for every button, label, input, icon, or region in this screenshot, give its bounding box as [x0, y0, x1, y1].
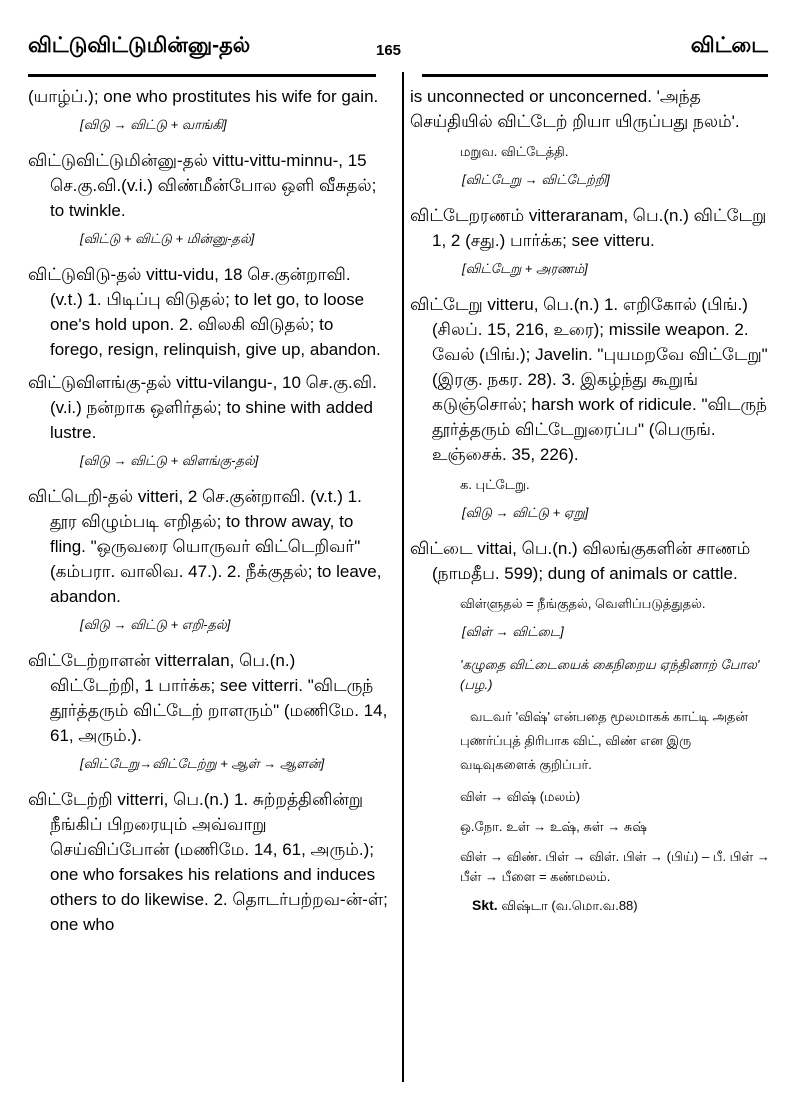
etymology: [விட்டேறு→விட்டேற்று + ஆள் → ஆளன்]	[80, 756, 325, 771]
entry-vitteri: விட்டெறி-தல் vitteri, 2 செ.குன்றாவி. (v.t.) 1. தூர விழும்படி எறிதல்; to throw away, to fling. "ஒருவரை யொருவர் விட்டெறிவர்" (கம்பரா. வாலிவ. 47.). 2. நீக்குதல்; to leave, abandon.	[28, 487, 382, 606]
etymology: [விடு → விட்டு + எறி-தல்]	[80, 617, 231, 632]
entry-vitterralan: விட்டேற்றாளன் vitterralan, பெ.(n.) விட்டேற்றி, 1 பார்க்க; see vitterri. "விடருந் தூர்த்தரும் விட்டேற் றாளரும்" (மணிமே. 14, 61, அரும்.).	[28, 651, 388, 745]
skt-label: Skt.	[472, 897, 498, 913]
left-column	[28, 84, 388, 945]
etymology: [விட்டு + விட்டு + மின்னு-தல்]	[80, 231, 255, 246]
entry-vittuvidu: விட்டுவிடு-தல் vittu-vidu, 18 செ.குன்றாவி. (v.t.) 1. பிடிப்பு விடுதல்; to let go, to loose one's hold upon. 2. விலகி விடுதல்; to forego, resign, relinquish, give up, abandon.	[28, 265, 381, 359]
page-number: 165	[376, 42, 402, 59]
cognate-note: க. புட்டேறு.	[460, 477, 530, 492]
derivation-line: ஒ.நோ. உள் → உஷ், சுள் → சுஷ்	[460, 819, 647, 834]
entry-continuation: (யாழ்ப்.); one who prostitutes his wife for gain.	[28, 87, 379, 106]
etymology: [விடு → விட்டு + வாங்கி]	[80, 117, 227, 132]
running-head-left: விட்டுவிட்டுமின்னு-தல்	[28, 34, 251, 57]
proverb: 'கழுதை விட்டையைக் கைநிறைய ஏந்தினாற் போல' (பழ.)	[460, 657, 760, 692]
etymology: [விட்டேறு → விட்டேற்றி]	[462, 172, 610, 187]
column-divider	[402, 72, 404, 1082]
meaning-note: விள்ளுதல் = நீங்குதல், வெளிப்படுத்துதல்.	[460, 596, 706, 611]
entry-vitteru: விட்டேறு vitteru, பெ.(n.) 1. எறிகோல் (பிங்.) (சிலப். 15, 216, உரை); missile weapon. 2. வேல் (பிங்.); Javelin. "புயமறவே விட்டேறு" (இரகு. நகர. 28). 3. இகழ்ந்து கூறுங் கடுஞ்சொல்; harsh work of ridicule. "விடருந் தூர்த்தரும் விட்டேறுரைப்ப" (பெருங். உஞ்சைக். 35, 226).	[410, 295, 768, 464]
etymology: [விடு → விட்டு + ஏறு]	[462, 505, 589, 520]
derivation-line: விள் → விண். பிள் → விள். பிள் → (பிய்) – பீ. பிள் → பீள் → பீளை = கண்மலம்.	[460, 849, 770, 884]
etymology: [விள் → விட்டை]	[462, 624, 564, 639]
entry-vittuvilangu: விட்டுவிளங்கு-தல் vittu-vilangu-, 10 செ.கு.வி. (v.i.) நன்றாக ஒளிர்தல்; to shine with added lustre.	[28, 373, 377, 442]
etymology: [விட்டேறு + அரணம்]	[462, 261, 588, 276]
sanskrit-line	[472, 897, 770, 915]
right-column	[410, 84, 770, 915]
running-head-right: விட்டை	[690, 34, 768, 57]
derivation-line: விள் → விஷ் (மலம்)	[460, 789, 581, 804]
etymology: [விடு → விட்டு + விளங்கு-தல்]	[80, 453, 259, 468]
entry-vittai: விட்டை vittai, பெ.(n.) விலங்குகளின் சாணம் (நாமதீப. 599); dung of animals or cattle.	[410, 539, 751, 583]
header-rule-right	[422, 74, 768, 77]
entry-continuation: is unconnected or unconcerned. 'அந்த செய்தியில் விட்டேற் றியா யிருப்பது நலம்'.	[410, 87, 740, 131]
entry-vitterri: விட்டேற்றி vitterri, பெ.(n.) 1. சுற்றத்தினின்று நீங்கிப் பிறரையும் அவ்வாறு செய்விப்போன் (மணிமே. 14, 61, அரும்.); one who forsakes his relations and induces others to do likewise. 2. தொடர்பற்றவ-ன்-ள்; one who	[28, 790, 388, 934]
entry-vittuvittuminnuthal: விட்டுவிட்டுமின்னு-தல் vittu-vittu-minnu-, 15 செ.கு.வி.(v.i.) விண்மீன்போல ஒளி வீசுதல்; to twinkle.	[28, 151, 377, 220]
derivation-paragraph: வடவர் 'விஷ்' என்பதை மூலமாகக் காட்டி அதன் புணர்ப்புத் திரிபாக விட், விண் என இரு வடிவுகளைக் குறிப்பர்.	[460, 709, 748, 772]
skt-text: விஷ்டா (வ.மொ.வ.88)	[501, 898, 638, 913]
header-rule-left	[28, 74, 376, 77]
variant-note: மறுவ. விட்டேத்தி.	[460, 144, 569, 159]
entry-vitteraranam: விட்டேறரணம் vitteraranam, பெ.(n.) விட்டேறு 1, 2 (சது.) பார்க்க; see vitteru.	[410, 206, 767, 250]
